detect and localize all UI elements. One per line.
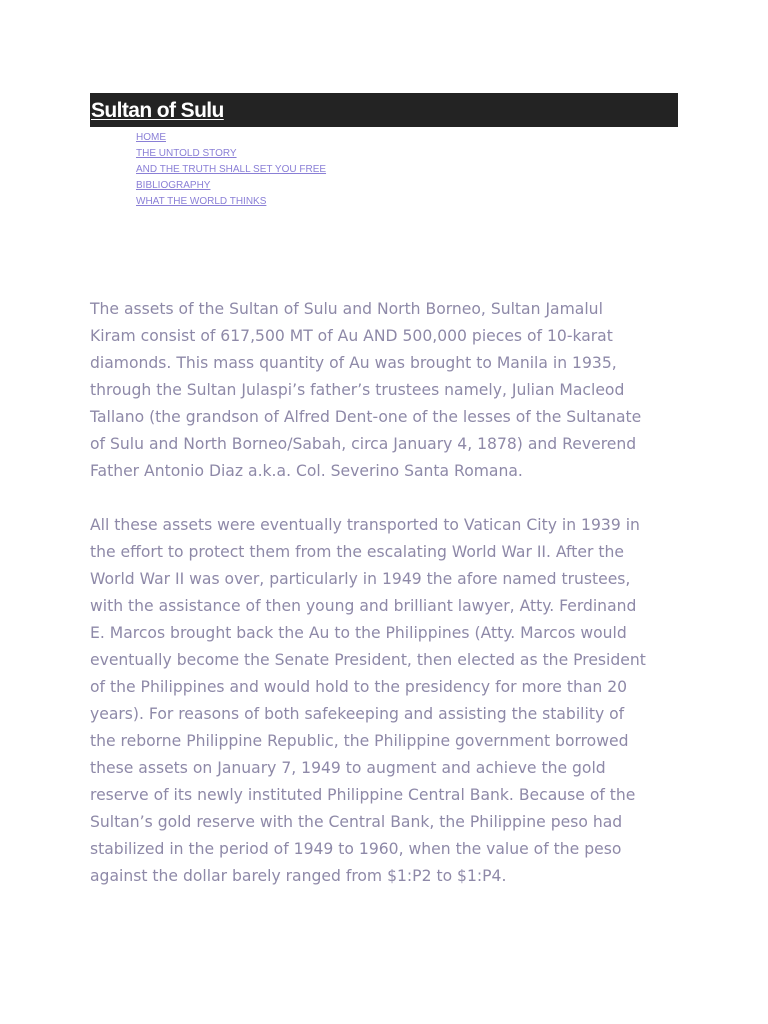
nav-link-home[interactable]: HOME [136, 132, 166, 143]
nav-menu [136, 130, 326, 210]
nav-link-world-thinks[interactable]: WHAT THE WORLD THINKS [136, 196, 267, 207]
article-body [90, 296, 685, 917]
nav-item-world-thinks [136, 194, 326, 210]
nav-item-untold-story [136, 146, 326, 162]
nav-link-untold-story[interactable]: THE UNTOLD STORY [136, 148, 237, 159]
site-title[interactable]: Sultan of Sulu [91, 99, 224, 122]
nav-item-home [136, 130, 326, 146]
paragraph-vatican: All these assets were eventually transported to Vatican City in 1939 in the effort to protect them from the escalating World War II. After the World War II was over, particularly in 1949 the afore named trustees, with the assistance of then young and brilliant lawyer, Atty. Ferdinand E. Marcos brought back the Au to the Philippines (Atty. Marcos would eventually become the Senate President, then elected as the President of the Philippines and would hold to the presidency for more than 20 years). For reasons of both safekeeping and assisting the stability of the reborne Philippine Republic, the Philippine government borrowed these assets on January 7, 1949 to augment and achieve the gold reserve of its newly instituted Philippine Central Bank. Because of the Sultan’s gold reserve with the Central Bank, the Philippine peso had stabilized in the period of 1949 to 1960, when the value of the peso against the dollar barely ranged from $1:P2 to $1:P4. [90, 516, 646, 885]
paragraph-assets: The assets of the Sultan of Sulu and North Borneo, Sultan Jamalul Kiram consist of 617,500 MT of Au AND 500,000 pieces of 10-karat diamonds. This mass quantity of Au was brought to Manila in 1935, through the Sultan Julaspi’s father’s trustees namely, Julian Macleod Tallano (the grandson of Alfred Dent-one of the lesses of the Sultanate of Sulu and North Borneo/Sabah, circa January 4, 1878) and Reverend Father Antonio Diaz a.k.a. Col. Severino Santa Romana. [90, 300, 642, 480]
nav-link-bibliography[interactable]: BIBLIOGRAPHY [136, 180, 211, 191]
nav-link-truth[interactable]: AND THE TRUTH SHALL SET YOU FREE [136, 164, 327, 175]
nav-item-bibliography [136, 178, 326, 194]
nav-item-truth [136, 162, 326, 178]
